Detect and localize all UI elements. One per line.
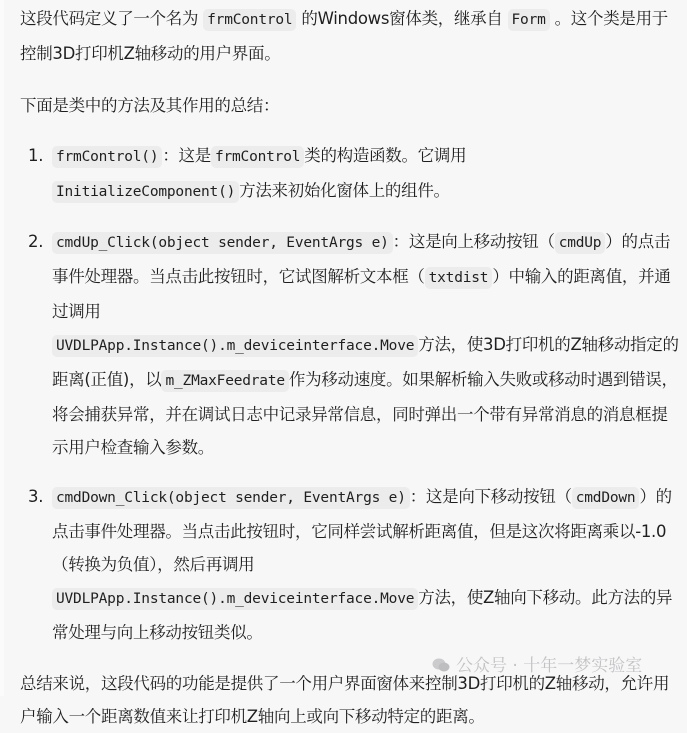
list-text: ）中输入的距离值，并通过调用 (52, 267, 671, 321)
inline-code: frmControl (203, 9, 296, 31)
watermark (432, 651, 642, 676)
inline-code: UVDLPApp.Instance().m_deviceinterface.Move (52, 335, 418, 357)
method-signature: cmdUp_Click(object sender, EventArgs e) (52, 232, 393, 254)
list-item (20, 225, 680, 464)
list-text: ：这是 (162, 146, 211, 165)
list-text: 方法，使Z轴向下移动。此方法的异常处理与向上移动按钮类似。 (52, 588, 673, 642)
inline-code: txtdist (425, 267, 493, 289)
conclusion-paragraph: 总结来说，这段代码的功能是提供了一个用户界面窗体来控制3D打印机的Z轴移动，允许用户输入一个距离数值来让打印机Z轴向上或向下移动特定的距离。 (20, 674, 670, 726)
method-signature: cmdDown_Click(object sender, EventArgs e) (52, 487, 410, 509)
method-list (20, 139, 680, 649)
intro-text: 。这个类是用于控制3D打印机Z轴移动的用户界面。 (20, 9, 669, 63)
list-item (20, 139, 680, 209)
answer-content (20, 0, 680, 733)
watermark-text: 公众号 · 十年一梦实验室 (456, 656, 643, 676)
list-text: ：这是向下移动按钮（ (409, 487, 572, 506)
list-item (20, 480, 680, 649)
inline-code: UVDLPApp.Instance().m_deviceinterface.Move (52, 588, 418, 610)
list-text: 作为移动速度。如果解析输入失败或移动时遇到错误，将会捕获异常，并在调试日志中记录异常信息，同时弹出一个带有异常消息的消息框提示用户检查输入参数。 (52, 370, 678, 457)
method-signature: frmControl() (52, 146, 162, 168)
list-text: 方法，使3D打印机的Z轴移动指定的距离(正值)，以 (52, 335, 679, 389)
list-text: ）的点击事件处理器。当点击此按钮时，它同样尝试解析距离值，但是这次将距离乘以-1.0（转换为负值），然后再调用 (52, 487, 672, 574)
inline-code: InitializeComponent() (52, 181, 239, 203)
list-number: 2. (28, 232, 44, 251)
list-text: ：这是向上移动按钮（ (392, 232, 555, 251)
intro-paragraph (20, 0, 680, 70)
list-number: 3. (28, 487, 44, 506)
list-text: 方法来初始化窗体上的组件。 (239, 181, 450, 200)
inline-code: Form (508, 9, 550, 31)
inline-code: cmdDown (572, 487, 640, 509)
left-edge (0, 0, 4, 696)
list-text: ）的点击事件处理器。当点击此按钮时，它试图解析文本框（ (52, 232, 671, 286)
wechat-icon (432, 658, 450, 672)
intro-text: 的Windows窗体类，继承自 (301, 9, 503, 28)
inline-code: cmdUp (555, 232, 606, 254)
inline-code: frmControl (211, 146, 304, 168)
list-number: 1. (28, 146, 44, 165)
list-text: 类的构造函数。它调用 (304, 146, 467, 165)
summary-lead: 下面是类中的方法及其作用的总结： (20, 96, 280, 115)
inline-code: m_ZMaxFeedrate (161, 370, 288, 392)
intro-text: 这段代码定义了一个名为 (20, 9, 199, 28)
